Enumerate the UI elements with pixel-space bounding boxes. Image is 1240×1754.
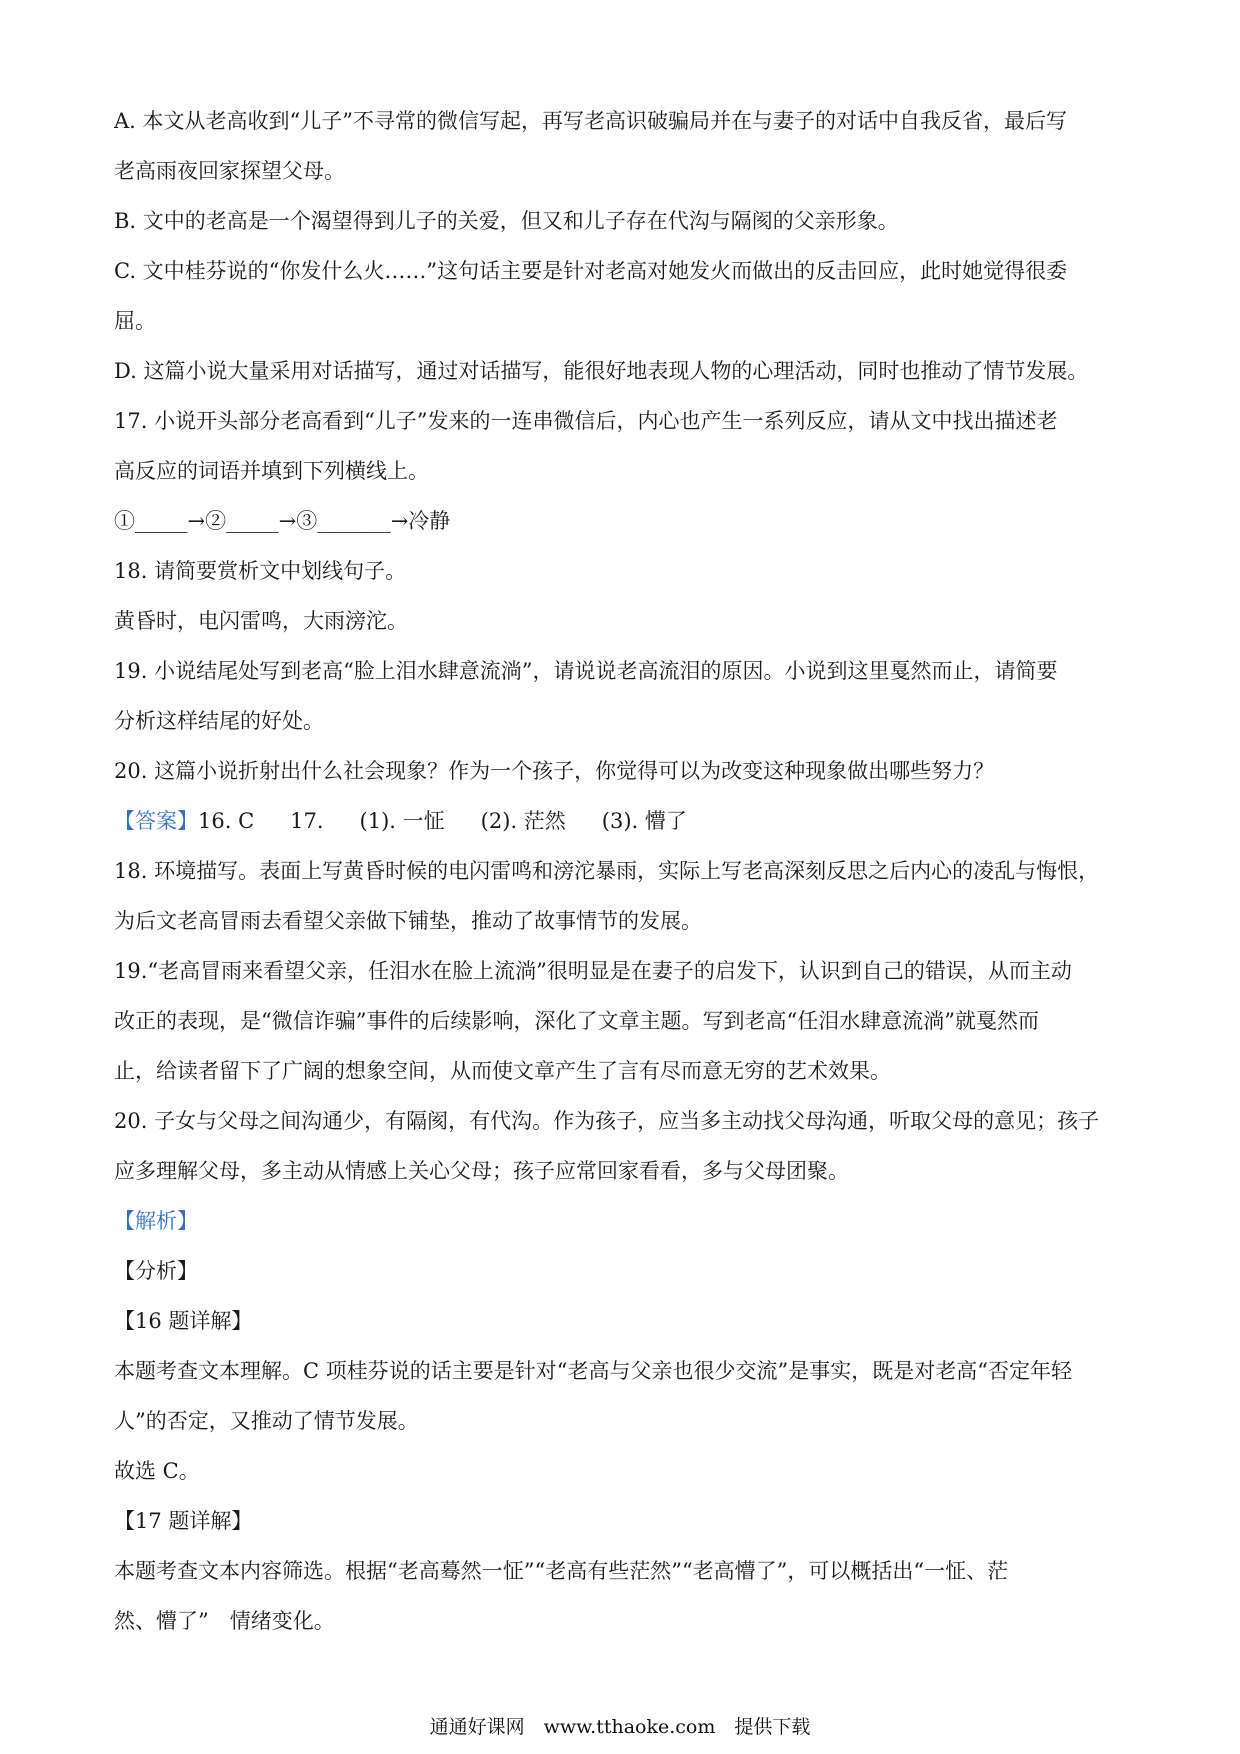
answer-20-line1: 20. 子女与父母之间沟通少，有隔阂，有代沟。作为孩子，应当多主动找父母沟通，听取父母的意见；孩子 (114, 1109, 1100, 1133)
option-c-line2: 屈。 (114, 309, 156, 333)
answer-19-line2: 改正的表现，是“微信诈骗”事件的后续影响，深化了文章主题。写到老高“任泪水肆意流淌”就戛然而 (114, 1009, 1039, 1033)
answer-17-item3: (3). 懵了 (601, 809, 687, 833)
answer-17-item2: (2). 茫然 (480, 809, 566, 833)
answer-summary-line (114, 796, 1134, 846)
option-a-line1: A. 本文从老高收到“儿子”不寻常的微信写起，再写老高识破骗局并在与妻子的对话中自我反省，最后写 (114, 109, 1067, 133)
option-b: B. 文中的老高是一个渴望得到儿子的关爱，但又和儿子存在代沟与隔阂的父亲形象。 (114, 209, 899, 233)
question17-line2: 高反应的词语并填到下列横线上。 (114, 459, 429, 483)
question19-line1: 19. 小说结尾处写到老高“脸上泪水肆意流淌”，请说说老高流泪的原因。小说到这里戛然而止，请简要 (114, 659, 1058, 683)
option-c-line1: C. 文中桂芬说的“你发什么火……”这句话主要是针对老高对她发火而做出的反击回应，此时她觉得很委 (114, 259, 1068, 283)
analysis-tag-line (114, 1196, 1134, 1246)
analysis-fenxi: 【分析】 (114, 1259, 198, 1283)
answer-tag: 【答案】 (114, 809, 198, 833)
document-page (114, 96, 1134, 1646)
detail-16-line1: 本题考查文本理解。C 项桂芬说的话主要是针对“老高与父亲也很少交流”是事实，既是对老高“否定年轻 (114, 1359, 1072, 1383)
answer-16: 16. C (198, 809, 255, 833)
answer-20-line2: 应多理解父母，多主动从情感上关心父母；孩子应常回家看看，多与父母团聚。 (114, 1159, 849, 1183)
question18-line2: 黄昏时，电闪雷鸣，大雨滂沱。 (114, 609, 408, 633)
answer-18-line2: 为后文老高冒雨去看望父亲做下铺垫，推动了故事情节的发展。 (114, 909, 702, 933)
question17-blanks: ①_____→②_____→③_______→冷静 (114, 509, 451, 533)
detail-17-line1: 本题考查文本内容筛选。根据“老高蓦然一怔”“老高有些茫然”“老高懵了”，可以概括出“一怔、茫 (114, 1559, 1009, 1583)
page-footer: 通通好课网 www.tthaoke.com 提供下载 (429, 1716, 811, 1738)
detail-17-title: 【17 题详解】 (114, 1509, 253, 1533)
question17-line1: 17. 小说开头部分老高看到“儿子”发来的一连串微信后，内心也产生一系列反应，请从文中找出描述老 (114, 409, 1058, 433)
option-d: D. 这篇小说大量采用对话描写，通过对话描写，能很好地表现人物的心理活动，同时也推动了情节发展。 (114, 359, 1089, 383)
detail-17-line2: 然、懵了” 情绪变化。 (114, 1609, 335, 1633)
option-a-line2: 老高雨夜回家探望父母。 (114, 159, 345, 183)
question18-line1: 18. 请简要赏析文中划线句子。 (114, 559, 407, 583)
answer-19-line3: 止，给读者留下了广阔的想象空间，从而使文章产生了言有尽而意无穷的艺术效果。 (114, 1059, 891, 1083)
detail-16-line3: 故选 C。 (114, 1459, 200, 1483)
analysis-tag: 【解析】 (114, 1209, 198, 1233)
answer-19-line1: 19.“老高冒雨来看望父亲，任泪水在脸上流淌”很明显是在妻子的启发下，认识到自己的错误，从而主动 (114, 959, 1072, 983)
question20-line1: 20. 这篇小说折射出什么社会现象？作为一个孩子，你觉得可以为改变这种现象做出哪些努力？ (114, 759, 995, 783)
answer-17-item1: (1). 一怔 (359, 809, 445, 833)
answer-17-number: 17. (290, 809, 324, 833)
detail-16-title: 【16 题详解】 (114, 1309, 253, 1333)
detail-16-line2: 人”的否定，又推动了情节发展。 (114, 1409, 419, 1433)
answer-18-line1: 18. 环境描写。表面上写黄昏时候的电闪雷鸣和滂沱暴雨，实际上写老高深刻反思之后内心的凌乱与悔恨， (114, 859, 1100, 883)
question19-line2: 分析这样结尾的好处。 (114, 709, 324, 733)
